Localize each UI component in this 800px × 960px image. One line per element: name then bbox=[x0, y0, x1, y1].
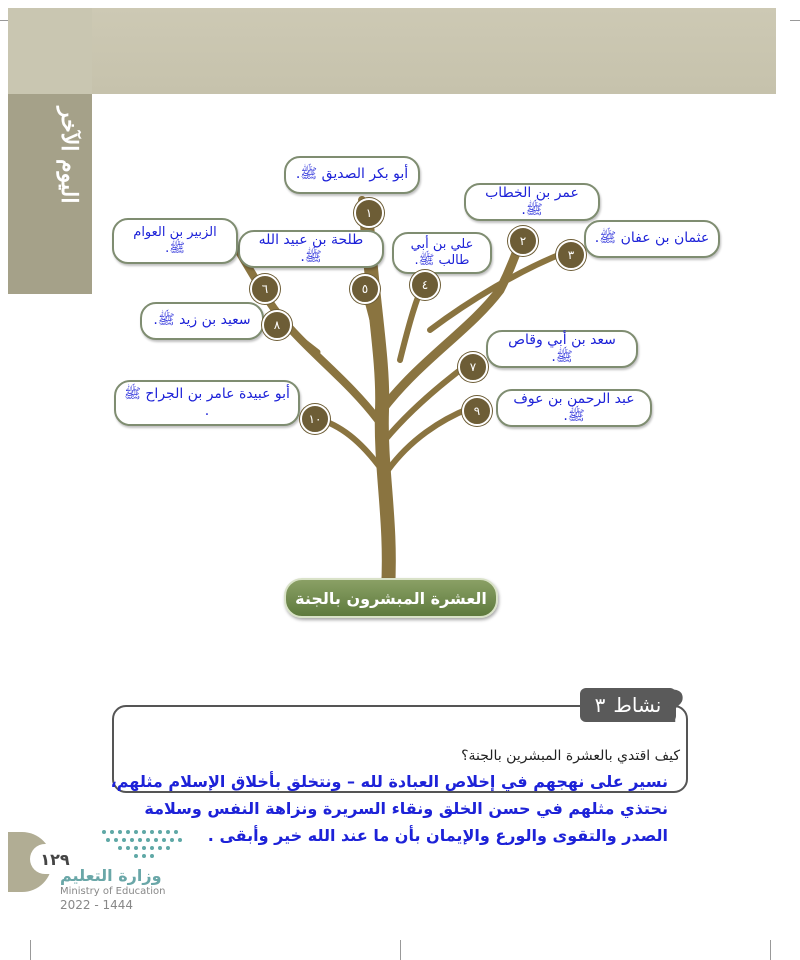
name-ali: علي بن أبي طالب ﷺ. bbox=[392, 232, 492, 274]
badge-4: ٤ bbox=[410, 270, 440, 300]
name-saeed: سعيد بن زيد ﷺ. bbox=[140, 302, 264, 340]
name-abu-ubaida: أبو عبيدة عامر بن الجراح ﷺ . bbox=[114, 380, 300, 426]
ministry-name-ar: وزارة التعليم bbox=[60, 866, 162, 885]
badge-2: ٢ bbox=[508, 226, 538, 256]
page-number: ١٢٩ bbox=[30, 844, 80, 874]
chapter-title: اليوم الآخر bbox=[56, 106, 82, 204]
badge-6: ٦ bbox=[250, 274, 280, 304]
activity-number: ٣ bbox=[594, 693, 606, 717]
activity-question: كيف اقتدي بالعشرة المبشرين بالجنة؟ bbox=[461, 748, 680, 764]
badge-7: ٧ bbox=[458, 352, 488, 382]
badge-8: ٨ bbox=[262, 310, 292, 340]
badge-5: ٥ bbox=[350, 274, 380, 304]
activity-answer: نسير على نهجهم في إخلاص العبادة لله – ونتخلق بأخلاق الإسلام مثلهم، نحتذي مثلهم في حسن الخلق ونقاء السريرة ونزاهة النفس وسلامة الصدر والتقوى والورع والإيمان بأن ما عند الله خير وأبقى . bbox=[110, 772, 668, 846]
question-mark-icon: ? bbox=[660, 682, 686, 733]
tree-title: العشرة المبشرون بالجنة bbox=[284, 578, 498, 618]
badge-3: ٣ bbox=[556, 240, 586, 270]
name-talha: طلحة بن عبيد الله ﷺ. bbox=[238, 230, 384, 268]
name-omar: عمر بن الخطاب ﷺ. bbox=[464, 183, 600, 221]
name-othman: عثمان بن عفان ﷺ. bbox=[584, 220, 720, 258]
name-zubair: الزبير بن العوام ﷺ. bbox=[112, 218, 238, 264]
edition-year: 2022 - 1444 bbox=[60, 898, 134, 912]
name-abu-bakr: أبو بكر الصديق ﷺ. bbox=[284, 156, 420, 194]
badge-10: ١٠ bbox=[300, 404, 330, 434]
badge-9: ٩ bbox=[462, 396, 492, 426]
name-abdulrahman: عبد الرحمن بن عوف ﷺ. bbox=[496, 389, 652, 427]
ministry-logo-icon bbox=[96, 826, 192, 862]
branch-9 bbox=[388, 408, 470, 470]
badge-1: ١ bbox=[354, 198, 384, 228]
activity-label-text: نشاط bbox=[613, 693, 662, 717]
ministry-name-en: Ministry of Education bbox=[60, 886, 166, 897]
name-saad: سعد بن أبي وقاص ﷺ. bbox=[486, 330, 638, 368]
